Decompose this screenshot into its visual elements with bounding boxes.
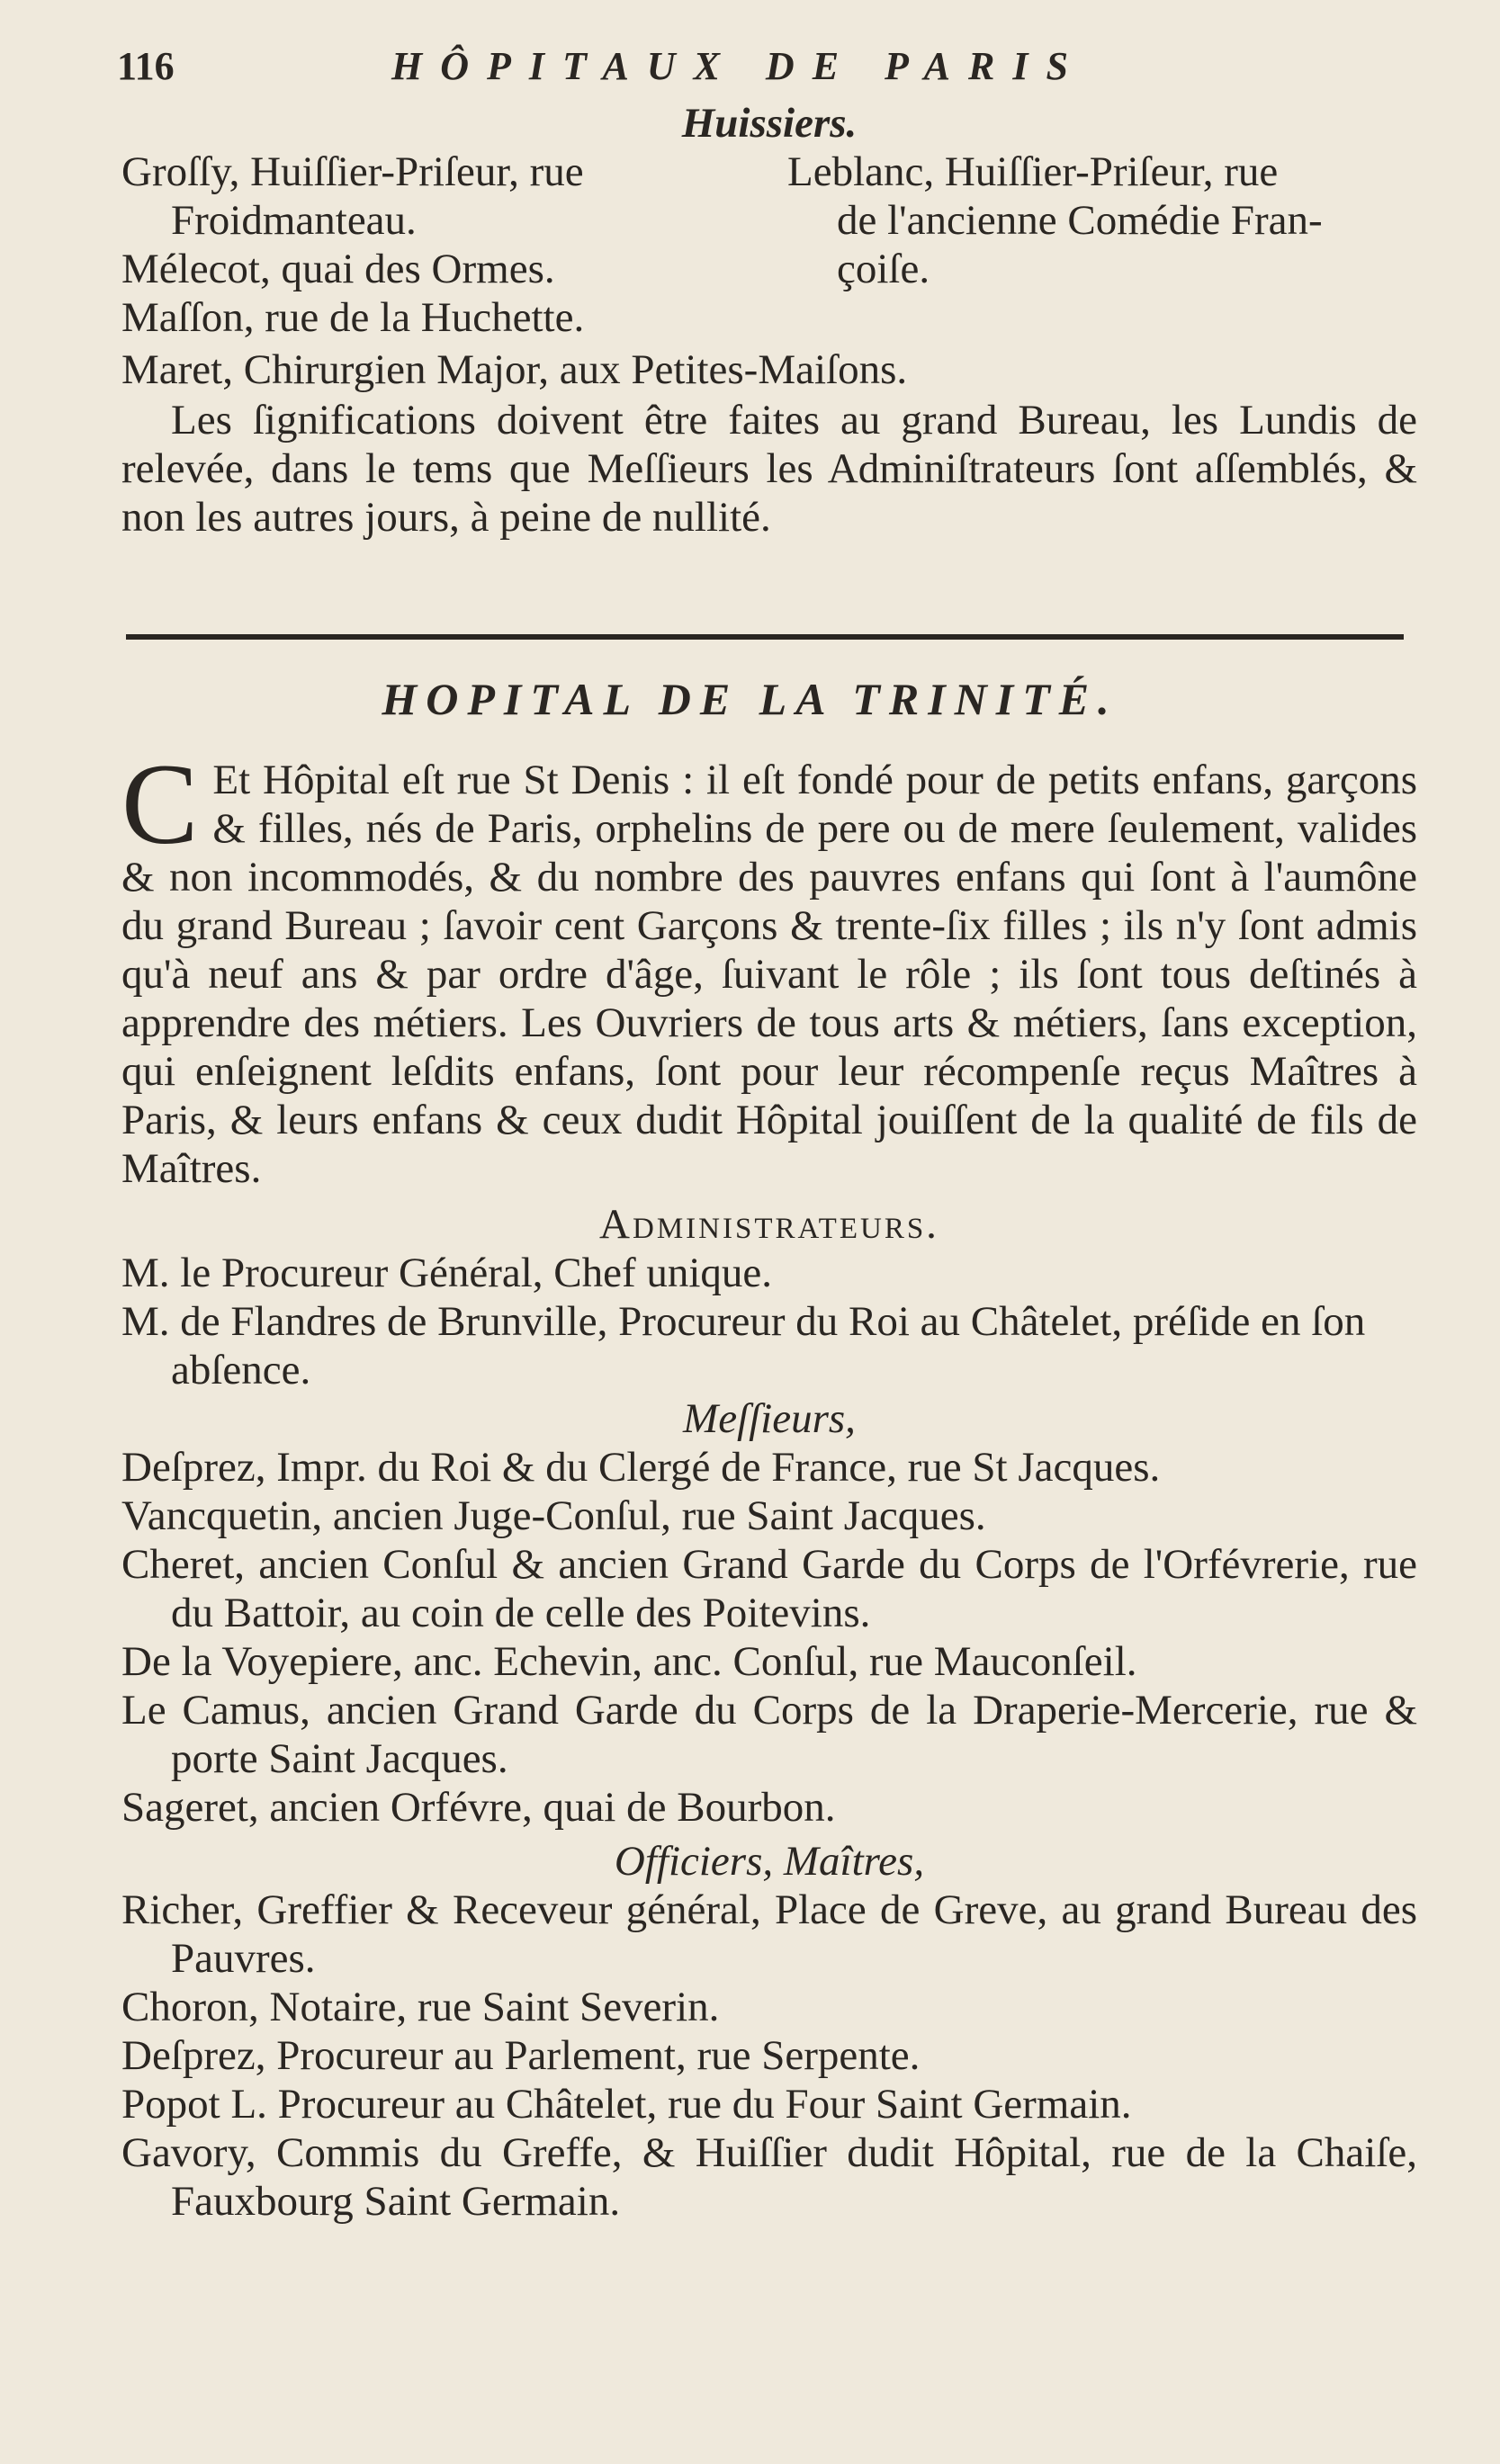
huissier-line: de l'ancienne Comédie Fran-	[837, 197, 1323, 244]
running-header	[117, 43, 1413, 97]
huissier-line: Mélecot, quai des Ormes.	[121, 246, 555, 292]
huissier-line: Groſſy, Huiſſier-Priſeur, rue	[121, 148, 584, 195]
trinite-intro-text: Et Hôpital eſt rue St Denis : il eſt fondé pour de petits enfans, garçons & filles, nés de Paris, orphelins de pere ou de mere ſeulement, valides & non incommodés, & du nombre des pauvres enfans qui ſont à l'aumône du grand Bureau ; ſavoir cent Garçons & trente-ſix filles ; ils n'y ſont admis qu'à neuf ans & par ordre d'âge, ſuivant le rôle ; ils ſont tous deſtinés à apprendre des métiers. Les Ouvriers de tous arts & métiers, ſans exception, qui enſeignent leſdits enfans, ſont pour leur récompenſe reçus Maîtres à Paris, & leurs enfans & ceux dudit Hôpital jouiſſent de la qualité de fils de Maîtres.	[121, 757, 1417, 1192]
section-divider	[126, 634, 1404, 640]
huissiers-columns	[121, 148, 1417, 342]
messieur-entry: Vancquetin, ancien Juge-Conſul, rue Saint Jacques.	[121, 1492, 986, 1539]
huissiers-heading: Huissiers.	[681, 100, 858, 147]
huissier-line: Froidmanteau.	[171, 197, 417, 244]
administrateurs-heading: Administrateurs.	[599, 1201, 939, 1248]
notice-paragraph: Les ſignifications doivent être faites au grand Bureau, les Lundis de relevée, dans le tems que Meſſieurs les Adminiſtrateurs ſont aſſemblés, & non les autres jours, à peine de nullité.	[121, 397, 1417, 541]
messieur-entry: Deſprez, Impr. du Roi & du Clergé de France, rue St Jacques.	[121, 1444, 1161, 1491]
officier-entry: Deſprez, Procureur au Parlement, rue Serpente.	[121, 2032, 921, 2079]
officier-entry: Popot L. Procureur au Châtelet, rue du Four Saint Germain.	[121, 2081, 1132, 2128]
officier-entry: Gavory, Commis du Greffe, & Huiſſier dudit Hôpital, rue de la Chaiſe, Fauxbourg Saint Germain.	[121, 2129, 1417, 2225]
officiers-heading: Officiers, Maîtres,	[614, 1838, 925, 1885]
running-title: HÔPITAUX DE PARIS	[391, 44, 1086, 88]
huissiers-right-column	[787, 148, 1417, 342]
admin-line: M. le Procureur Général, Chef unique.	[121, 1250, 773, 1296]
messieur-entry: De la Voyepiere, anc. Echevin, anc. Conſul, rue Mauconſeil.	[121, 1638, 1137, 1685]
messieurs-heading: Meſſieurs,	[683, 1395, 856, 1442]
huissiers-left-column	[121, 148, 778, 342]
messieur-entry: Le Camus, ancien Grand Garde du Corps de la Draperie-Mercerie, rue & porte Saint Jacques.	[121, 1687, 1417, 1782]
page-number: 116	[117, 44, 175, 88]
messieur-entry: Sageret, ancien Orfévre, quai de Bourbon.	[121, 1784, 836, 1831]
huissier-line: Maſſon, rue de la Huchette.	[121, 294, 585, 341]
trinite-section	[121, 740, 1417, 2226]
officier-entry: Richer, Greffier & Receveur général, Place de Greve, au grand Bureau des Pauvres.	[121, 1886, 1417, 1982]
maret-line: Maret, Chirurgien Major, aux Petites-Maiſons.	[121, 346, 908, 393]
trinite-intro-paragraph	[121, 740, 1417, 1193]
huissier-line: çoiſe.	[837, 246, 930, 292]
messieur-entry: Cheret, ancien Conſul & ancien Grand Garde du Corps de l'Orfévrerie, rue du Battoir, au coin de celle des Poitevins.	[121, 1541, 1417, 1636]
huissier-line: Leblanc, Huiſſier-Priſeur, rue	[787, 148, 1279, 195]
admin-line: M. de Flandres de Brunville, Procureur du Roi au Châtelet, préſide en ſon abſence.	[121, 1298, 1366, 1393]
drop-cap: C	[121, 740, 199, 868]
huissiers-section	[121, 99, 1417, 542]
trinite-title: HOPITAL DE LA TRINITÉ.	[382, 674, 1118, 724]
officier-entry: Choron, Notaire, rue Saint Severin.	[121, 1984, 720, 2030]
